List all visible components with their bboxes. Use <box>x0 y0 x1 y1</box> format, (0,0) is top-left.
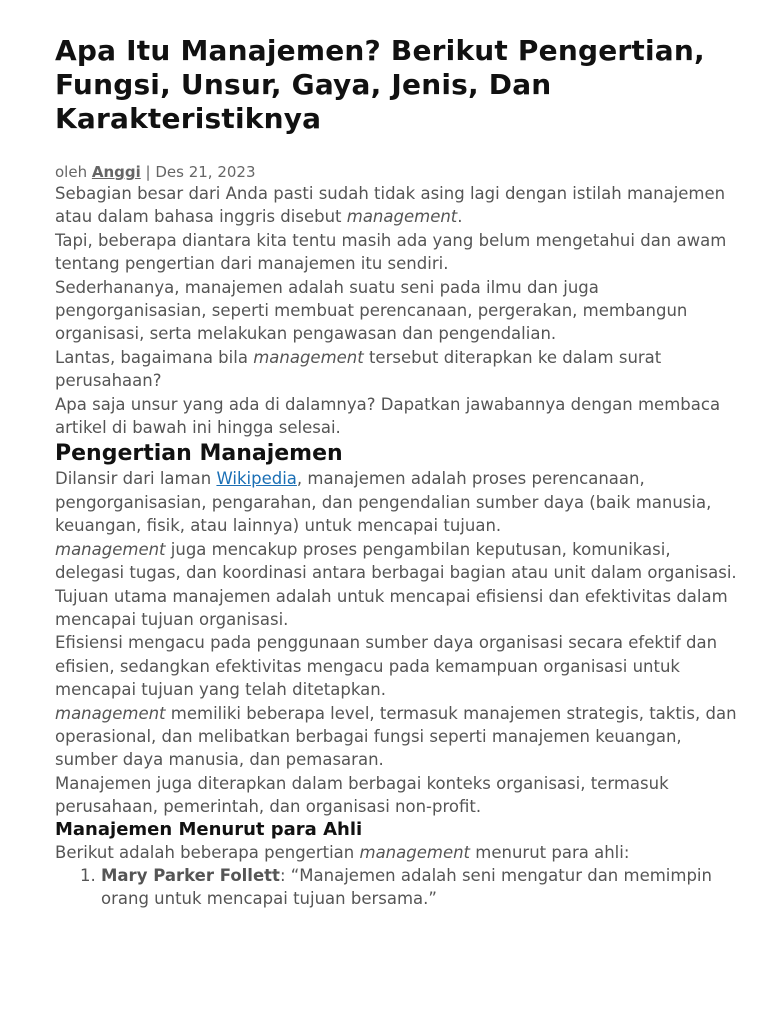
text-segment: Berikut adalah beberapa pengertian <box>55 842 360 862</box>
emphasis-term: management <box>359 842 471 862</box>
section1-paragraph-1 <box>55 467 738 537</box>
list-item <box>101 864 738 911</box>
emphasis-term: management <box>55 539 166 559</box>
meta-by-label: oleh <box>55 163 92 181</box>
intro-paragraph-3: Sederhananya, manajemen adalah suatu seni pada ilmu dan juga pengorganisasian, seperti membuat perencanaan, pergerakan, membangun organisasi, serta melakukan pengawasan dan pengendalian. <box>55 277 688 344</box>
post-date: Des 21, 2023 <box>155 163 256 181</box>
intro-paragraph-2: Tapi, beberapa diantara kita tentu masih ada yang belum mengetahui dan awam tentang pengertian dari manajemen itu sendiri. <box>55 230 727 274</box>
text-segment: Dilansir dari laman <box>55 469 217 489</box>
article-body <box>55 182 738 911</box>
text-segment: Lantas, bagaimana bila <box>55 347 254 367</box>
section1-paragraph-5 <box>55 702 738 772</box>
page-title: Apa Itu Manajemen? Berikut Pengertian, Fungsi, Unsur, Gaya, Jenis, Dan Karakteristiknya <box>55 34 705 135</box>
text-segment: menurut para ahli: <box>470 842 630 862</box>
section1-paragraph-6: Manajemen juga diterapkan dalam berbagai konteks organisasi, termasuk perusahaan, pemerintah, dan organisasi non-profit. <box>55 773 669 817</box>
author-link[interactable]: Anggi <box>91 163 141 181</box>
intro-paragraph-4 <box>55 346 738 393</box>
section1-paragraph-3: Tujuan utama manajemen adalah untuk mencapai efisiensi dan efektivitas dalam mencapai tujuan organisasi. <box>55 586 728 629</box>
experts-list <box>55 864 738 911</box>
intro-paragraph-1 <box>55 182 738 229</box>
emphasis-term: management <box>55 703 166 723</box>
meta-separator: | <box>140 163 156 181</box>
wikipedia-link[interactable]: Wikipedia <box>216 469 297 489</box>
text-segment: memiliki beberapa level, termasuk manajemen strategis, taktis, dan operasional, dan melibatkan berbagai fungsi seperti manajemen keuangan, sumber daya manusia, dan pemasaran. <box>55 703 737 770</box>
post-meta <box>55 162 738 182</box>
intro-paragraph-5: Apa saja unsur yang ada di dalamnya? Dapatkan jawabannya dengan membaca artikel di bawah ini hingga selesai. <box>55 394 721 438</box>
text-segment: juga mencakup proses pengambilan keputusan, komunikasi, delegasi tugas, dan koordinasi antara berbagai bagian atau unit dalam organisasi. <box>55 539 737 583</box>
expert-quote: : “Manajemen adalah seni mengatur dan memimpin orang untuk mencapai tujuan bersama.” <box>101 865 712 909</box>
section1-paragraph-2 <box>55 538 738 585</box>
text-segment: tersebut diterapkan ke dalam surat perusahaan? <box>55 347 662 391</box>
text-segment: Sebagian besar dari Anda pasti sudah tidak asing lagi dengan istilah manajemen atau dalam bahasa inggris disebut <box>55 184 726 227</box>
emphasis-term: management <box>253 347 364 367</box>
section1-paragraph-4: Efisiensi mengacu pada penggunaan sumber daya organisasi secara efektif dan efisien, sedangkan efektivitas mengacu pada kemampuan organisasi untuk mencapai tujuan yang telah ditetapkan. <box>55 633 718 700</box>
section-heading-para-ahli: Manajemen Menurut para Ahli <box>55 818 363 840</box>
text-segment: . <box>457 207 463 227</box>
emphasis-term: management <box>346 207 458 227</box>
text-segment: , manajemen adalah proses perencanaan, pengorganisasian, pengarahan, dan pengendalian sumber daya (baik manusia, keuangan, fisik, atau lainnya) untuk mencapai tujuan. <box>55 469 712 536</box>
section-heading-pengertian: Pengertian Manajemen <box>55 441 343 467</box>
section2-intro <box>55 841 738 864</box>
expert-name: Mary Parker Follett <box>101 865 280 885</box>
